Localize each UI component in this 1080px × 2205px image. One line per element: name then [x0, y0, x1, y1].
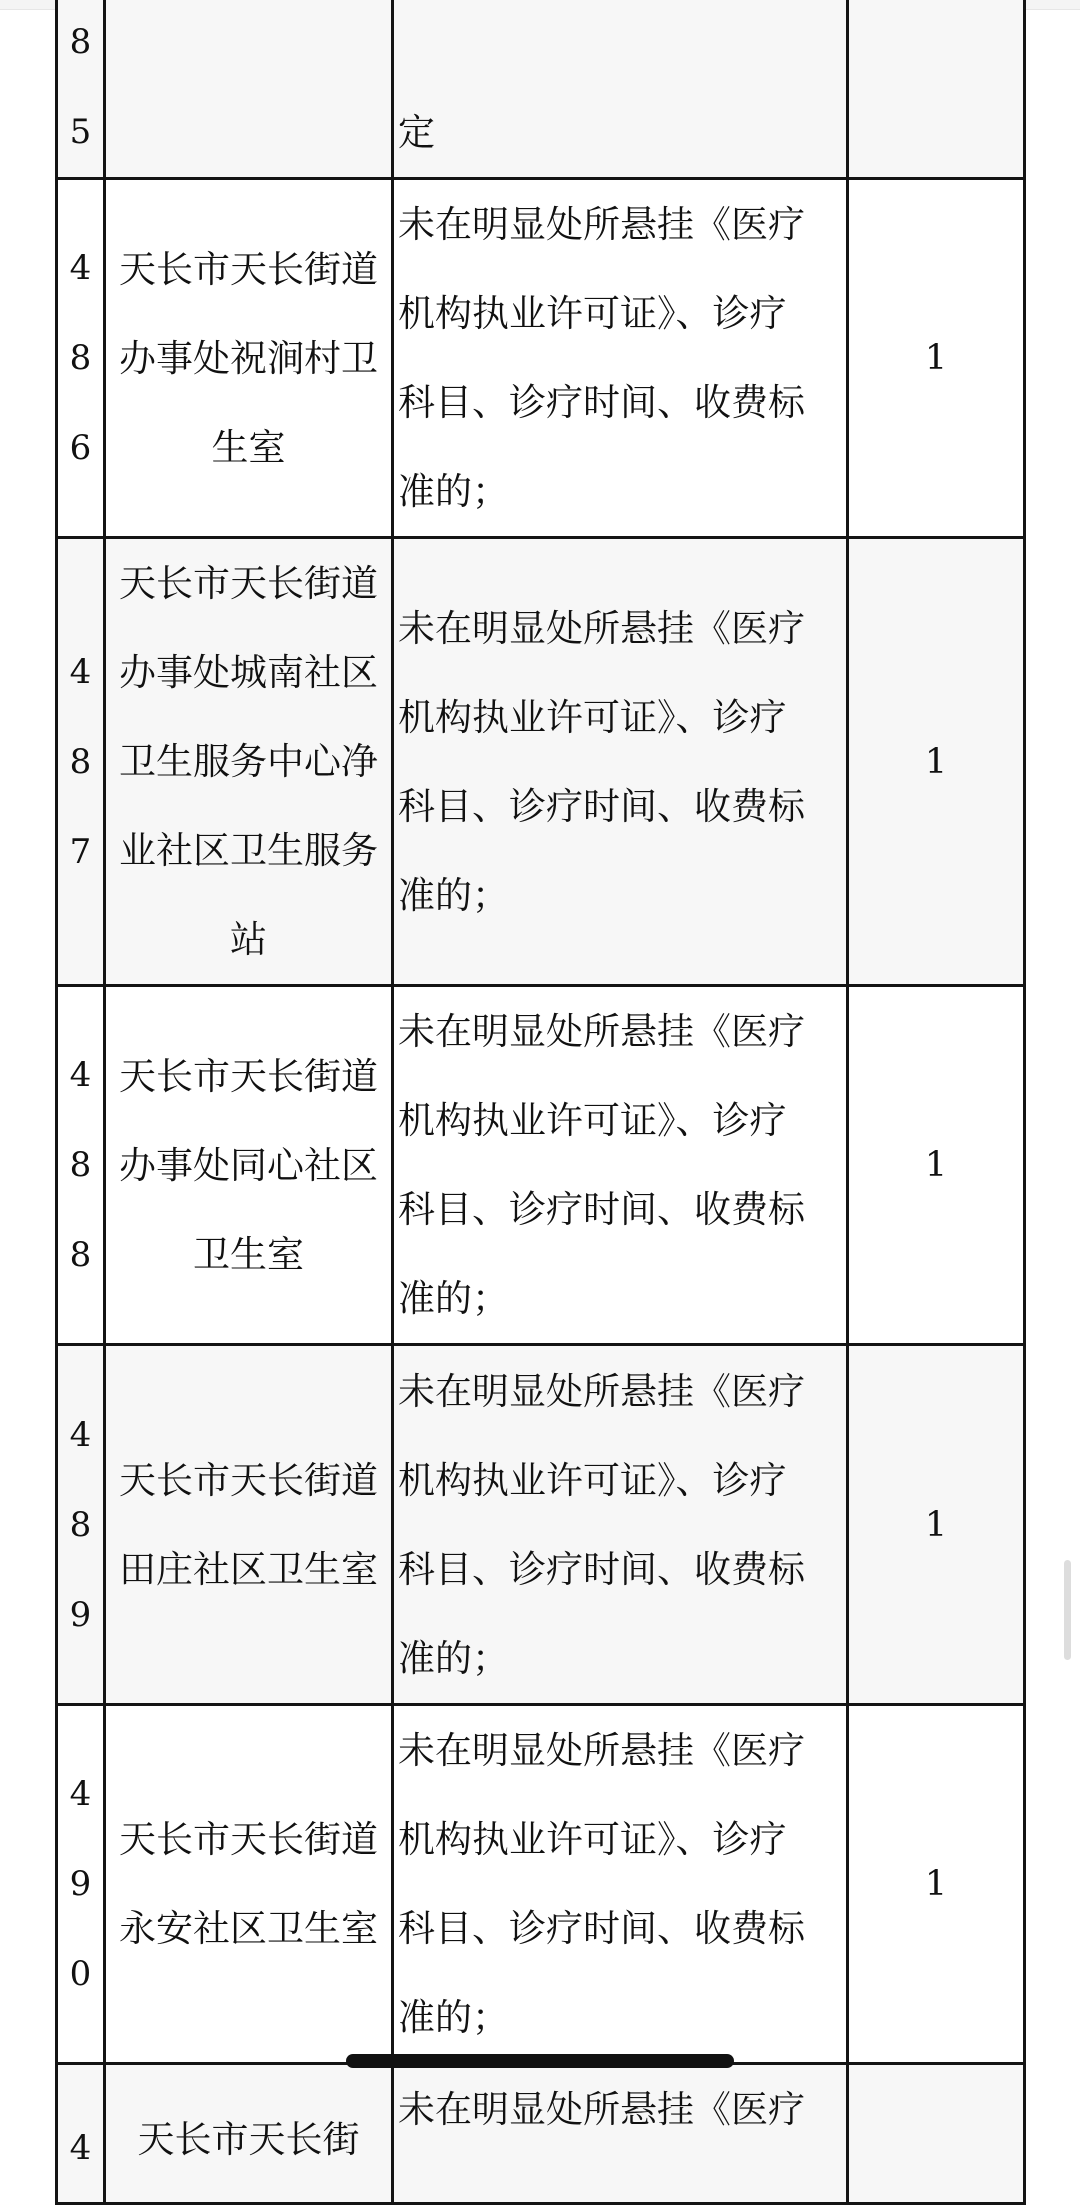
- row-index-cell: [57, 1345, 105, 1705]
- table-row: [57, 1705, 1025, 2064]
- row-index-cell: [57, 179, 105, 538]
- count-cell: [848, 179, 1025, 538]
- row-index: 490: [69, 1774, 92, 1994]
- row-index: 487: [69, 651, 92, 872]
- violation-cell: [393, 0, 848, 179]
- row-index-cell: [57, 0, 105, 179]
- org-name-cell: [105, 179, 393, 538]
- count-value: 1: [924, 338, 948, 378]
- row-index-cell: [57, 538, 105, 986]
- count-cell: [848, 2064, 1025, 2204]
- violation-cell: [393, 1345, 848, 1705]
- violation-cell: [393, 1705, 848, 2064]
- org-name-cell: [105, 1345, 393, 1705]
- violation-text: 未在明显处所悬挂《医疗机构执业许可证》、诊疗科目、诊疗时间、收费标准的；: [398, 203, 805, 513]
- row-index-cell: [57, 2064, 105, 2204]
- violation-text: 定: [398, 111, 435, 154]
- count-value: 1: [924, 1504, 948, 1545]
- violation-text: 未在明显处所悬挂《医疗: [398, 2088, 805, 2131]
- table-row: [57, 538, 1025, 986]
- home-indicator[interactable]: [346, 2054, 734, 2068]
- row-index-cell: [57, 1705, 105, 2064]
- org-name-cell: [105, 1705, 393, 2064]
- scrollbar-thumb[interactable]: [1064, 1560, 1071, 1660]
- table-row: [57, 986, 1025, 1345]
- org-name: 天长市天长街道办事处城南社区卫生服务中心净业社区卫生服务站: [119, 562, 378, 961]
- row-index: 486: [69, 248, 92, 468]
- row-index: 4: [69, 2128, 92, 2168]
- count-value: 1: [924, 1864, 948, 1904]
- table-row: [57, 179, 1025, 538]
- violation-cell: [393, 179, 848, 538]
- org-name: 天长市天长街道田庄社区卫生室: [119, 1458, 378, 1591]
- violation-text: 未在明显处所悬挂《医疗机构执业许可证》、诊疗科目、诊疗时间、收费标准的；: [398, 1729, 805, 2039]
- count-cell: [848, 986, 1025, 1345]
- table-row: [57, 2064, 1025, 2204]
- count-cell: [848, 0, 1025, 179]
- org-name-cell: [105, 986, 393, 1345]
- table-row: [57, 1345, 1025, 1705]
- count-value: 1: [924, 741, 948, 782]
- table-row: [57, 0, 1025, 179]
- row-index: 85: [69, 22, 92, 152]
- row-index: 488: [69, 1055, 92, 1275]
- org-name: 天长市天长街道办事处祝涧村卫生室: [119, 247, 378, 469]
- count-cell: [848, 538, 1025, 986]
- count-cell: [848, 1345, 1025, 1705]
- org-name-cell: [105, 0, 393, 179]
- row-index-cell: [57, 986, 105, 1345]
- count-cell: [848, 1705, 1025, 2064]
- penalty-table: [55, 0, 1026, 2205]
- violation-text: 未在明显处所悬挂《医疗机构执业许可证》、诊疗科目、诊疗时间、收费标准的；: [398, 606, 805, 917]
- violation-cell: [393, 538, 848, 986]
- violation-cell: [393, 2064, 848, 2204]
- org-name: 天长市天长街: [137, 2118, 360, 2161]
- org-name: 天长市天长街道永安社区卫生室: [119, 1818, 378, 1950]
- org-name: 天长市天长街道办事处同心社区卫生室: [119, 1054, 378, 1276]
- violation-text: 未在明显处所悬挂《医疗机构执业许可证》、诊疗科目、诊疗时间、收费标准的；: [398, 1010, 805, 1320]
- violation-text: 未在明显处所悬挂《医疗机构执业许可证》、诊疗科目、诊疗时间、收费标准的；: [398, 1369, 805, 1680]
- violation-cell: [393, 986, 848, 1345]
- count-value: 1: [924, 1145, 948, 1185]
- org-name-cell: [105, 2064, 393, 2204]
- row-index: 489: [69, 1414, 92, 1635]
- org-name-cell: [105, 538, 393, 986]
